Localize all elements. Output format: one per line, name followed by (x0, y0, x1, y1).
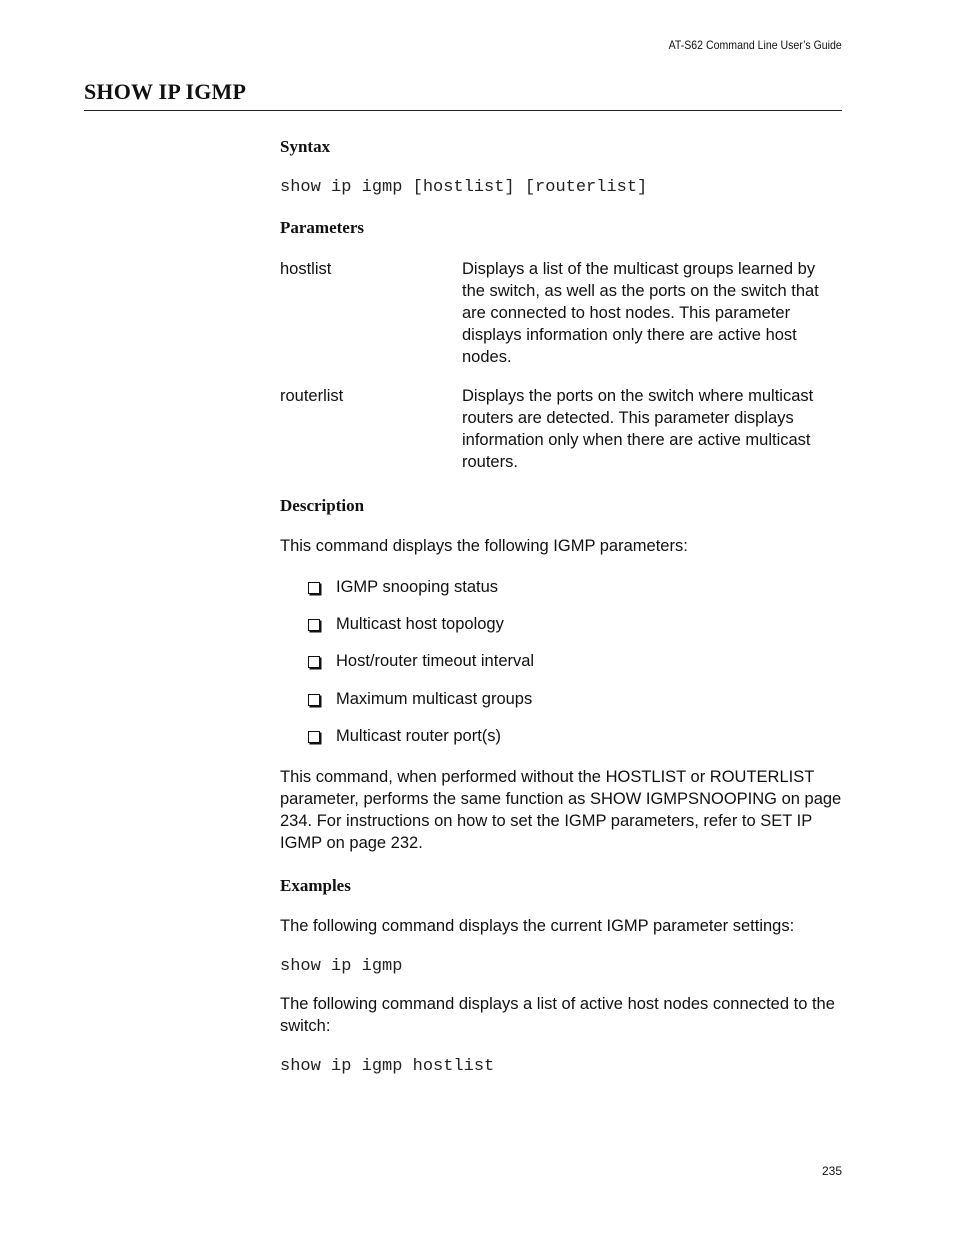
bullet-text: Host/router timeout interval (336, 652, 535, 670)
checkbox-bullet-icon (308, 619, 320, 631)
param-name-routerlist: routerlist (280, 387, 344, 405)
description-heading: Description (280, 496, 365, 515)
bullet-item (308, 650, 534, 672)
page-title: SHOW IP IGMP (84, 79, 247, 104)
title-divider (84, 110, 842, 111)
bullet-text: Multicast host topology (336, 615, 504, 633)
checkbox-bullet-icon (308, 694, 320, 706)
checkbox-bullet-icon (308, 656, 320, 668)
example-1-text: The following command displays the current IGMP parameter settings: (280, 917, 795, 935)
bullet-item (308, 613, 504, 635)
running-header: AT-S62 Command Line User’s Guide (668, 38, 842, 52)
page-number: 235 (821, 1164, 842, 1178)
bullet-item (308, 688, 532, 710)
syntax-heading: Syntax (280, 137, 331, 156)
bullet-text: Multicast router port(s) (336, 727, 502, 745)
param-desc-hostlist: Displays a list of the multicast groups learned by the switch, as well as the ports on the switch that are connected to host nodes. This parameter displays information only there are active host nodes. (462, 260, 819, 366)
bullet-item (308, 576, 498, 598)
param-name-hostlist: hostlist (280, 260, 332, 278)
bullet-text: Maximum multicast groups (336, 690, 533, 708)
param-desc-routerlist: Displays the ports on the switch where multicast routers are detected. This parameter displays information only when there are active multicast routers. (462, 387, 814, 471)
bullet-text: IGMP snooping status (336, 578, 499, 596)
examples-heading: Examples (280, 876, 351, 895)
bullet-item (308, 725, 501, 747)
checkbox-bullet-icon (308, 582, 320, 594)
description-intro: This command displays the following IGMP parameters: (280, 537, 688, 555)
example-2-text: The following command displays a list of active host nodes connected to the switch: (280, 995, 835, 1035)
parameters-heading: Parameters (280, 218, 365, 237)
checkbox-bullet-icon (308, 731, 320, 743)
syntax-command: show ip igmp [hostlist] [routerlist] (280, 178, 648, 197)
description-note: This command, when performed without the HOSTLIST or ROUTERLIST parameter, performs the same function as SHOW IGMPSNOOPING on page 234. For instructions on how to set the IGMP parameters, refer to SET IP IGMP on page 232. (280, 768, 842, 852)
example-1-command: show ip igmp (280, 957, 403, 976)
example-2-command: show ip igmp hostlist (280, 1057, 495, 1076)
